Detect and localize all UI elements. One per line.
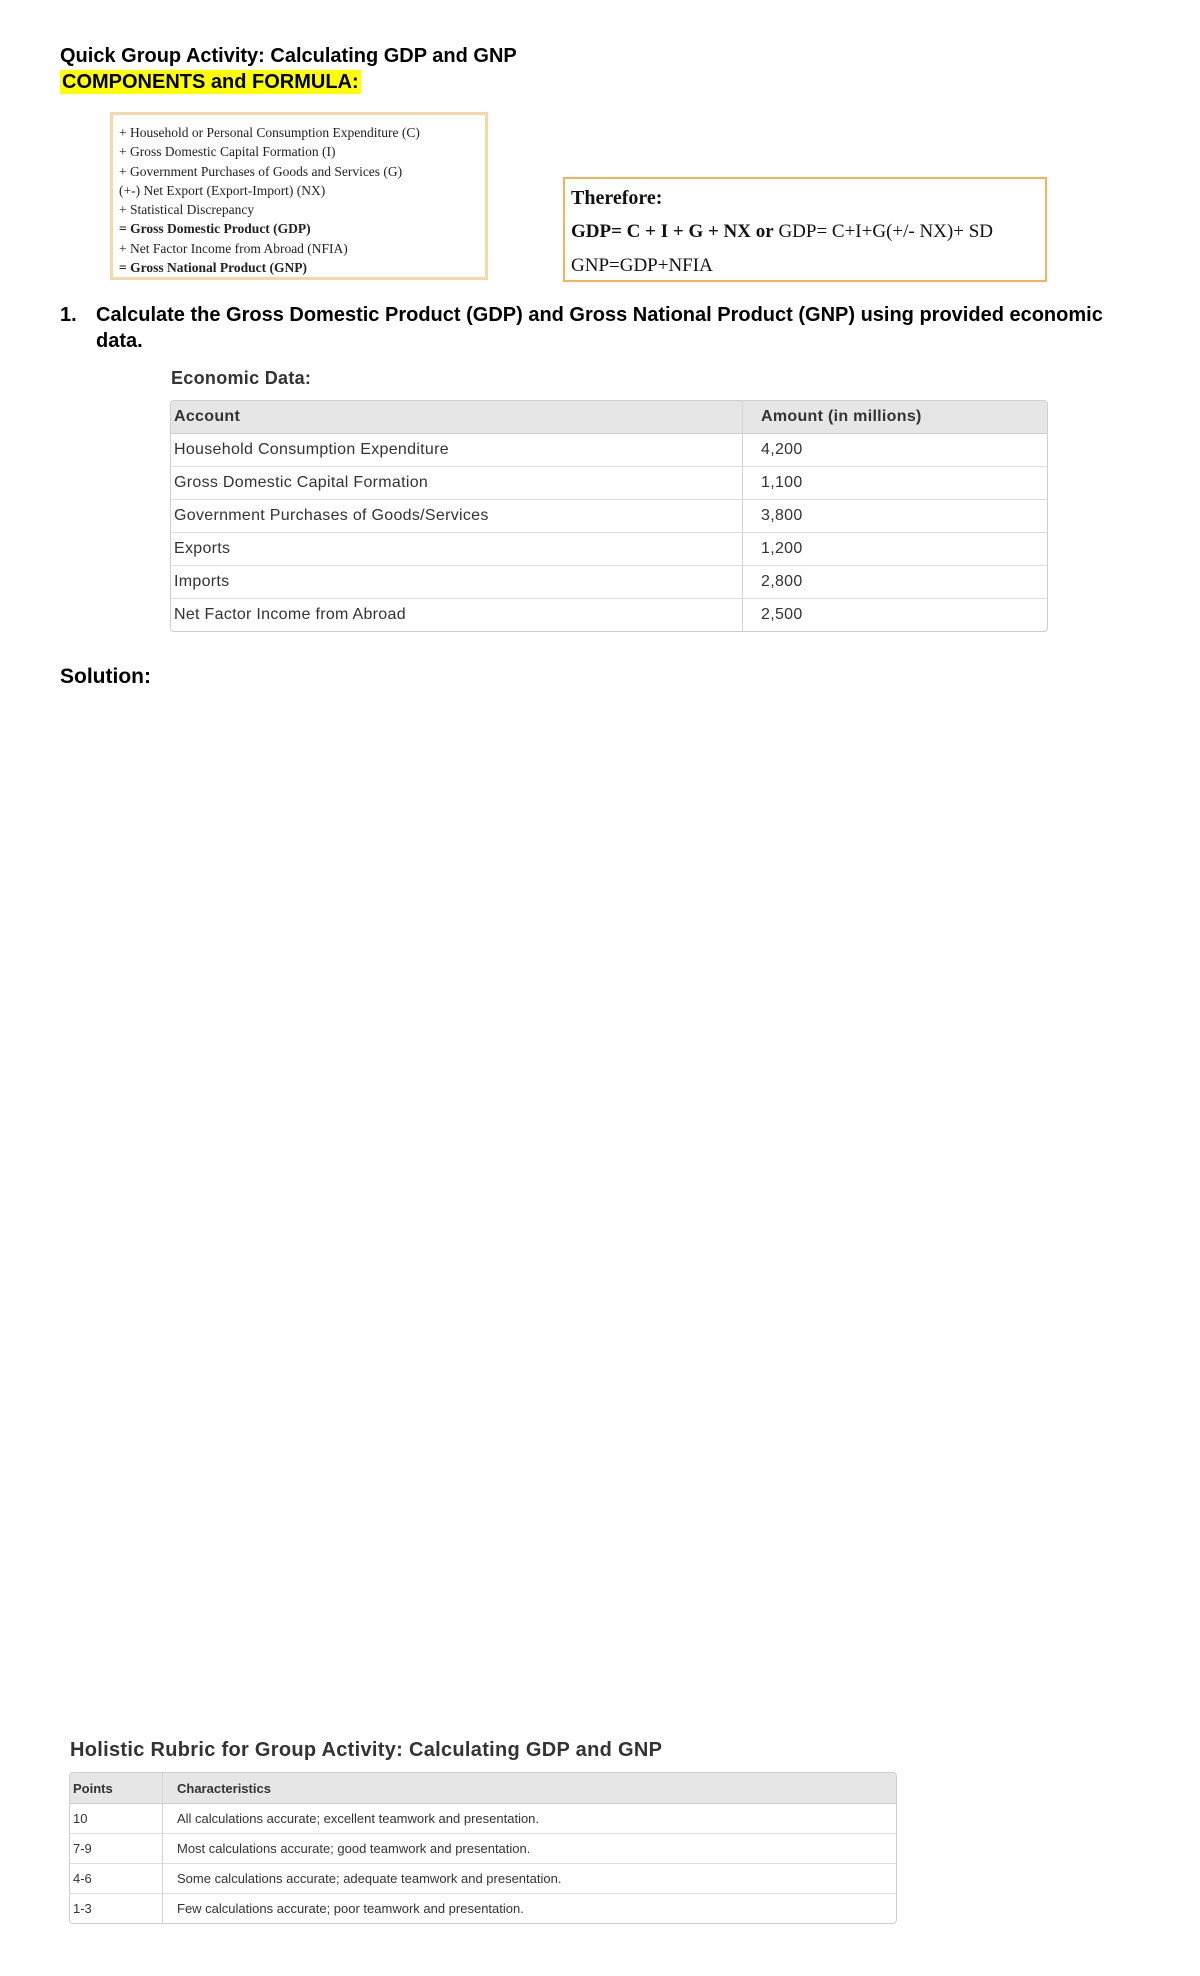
column-header-account: Account [171,401,743,434]
table-row [171,533,1047,566]
table-row [171,599,1047,632]
amount-cell: 2,500 [743,599,1048,632]
amount-cell: 1,200 [743,533,1048,566]
amount-cell: 1,100 [743,467,1048,500]
rubric-title: Holistic Rubric for Group Activity: Calculating GDP and GNP [70,1739,663,1761]
components-box [110,112,488,280]
account-cell: Government Purchases of Goods/Services [171,500,743,533]
economic-data-table [170,400,1048,632]
column-header-points: Points [70,1773,163,1804]
component-line-gdp: = Gross Domestic Product (GDP) [119,221,311,237]
points-cell: 1-3 [70,1894,163,1924]
page-title: Quick Group Activity: Calculating GDP and GNP [60,45,517,67]
characteristics-cell: All calculations accurate; excellent teamwork and presentation. [163,1804,897,1834]
characteristics-cell: Few calculations accurate; poor teamwork and presentation. [163,1894,897,1924]
column-header-amount: Amount (in millions) [743,401,1048,434]
question-number: 1. [60,304,77,326]
account-cell: Imports [171,566,743,599]
characteristics-cell: Most calculations accurate; good teamwork and presentation. [163,1834,897,1864]
component-line: + Gross Domestic Capital Formation (I) [119,144,336,160]
component-line: + Government Purchases of Goods and Services (G) [119,163,403,179]
gnp-formula: GNP=GDP+NFIA [571,255,713,276]
table-row [70,1894,896,1924]
solution-label: Solution: [60,665,151,688]
table-row [171,467,1047,500]
gdp-formula-bold: GDP= C + I + G + NX or [571,221,774,242]
therefore-label: Therefore: [571,187,663,209]
table-row [171,434,1047,467]
table-header-row [70,1773,896,1804]
table-row [171,566,1047,599]
rubric-table [69,1772,897,1924]
amount-cell: 3,800 [743,500,1048,533]
question-1 [60,302,1140,354]
table-row [70,1834,896,1864]
economic-data-label: Economic Data: [171,368,312,388]
points-cell: 10 [70,1804,163,1834]
table-row [70,1804,896,1834]
column-header-characteristics: Characteristics [163,1773,897,1804]
account-cell: Exports [171,533,743,566]
account-cell: Household Consumption Expenditure [171,434,743,467]
table-row [171,500,1047,533]
amount-cell: 4,200 [743,434,1048,467]
therefore-box [563,177,1047,282]
account-cell: Gross Domestic Capital Formation [171,467,743,500]
gdp-formula-rest: GDP= C+I+G(+/- NX)+ SD [773,221,993,242]
question-text: Calculate the Gross Domestic Product (GDP) and Gross National Product (GNP) using provided economic data. [96,304,1103,352]
component-line: + Net Factor Income from Abroad (NFIA) [119,240,348,256]
gdp-formula [571,217,1039,247]
points-cell: 4-6 [70,1864,163,1894]
points-cell: 7-9 [70,1834,163,1864]
section-subtitle: COMPONENTS and FORMULA: [62,71,359,93]
table-header-row [171,401,1047,434]
component-line: + Statistical Discrepancy [119,202,255,218]
account-cell: Net Factor Income from Abroad [171,599,743,632]
characteristics-cell: Some calculations accurate; adequate teamwork and presentation. [163,1864,897,1894]
component-line: + Household or Personal Consumption Expenditure (C) [119,125,420,140]
amount-cell: 2,800 [743,566,1048,599]
component-line: (+-) Net Export (Export-Import) (NX) [119,182,326,198]
component-line-gnp: = Gross National Product (GNP) [119,260,307,276]
table-row [70,1864,896,1894]
